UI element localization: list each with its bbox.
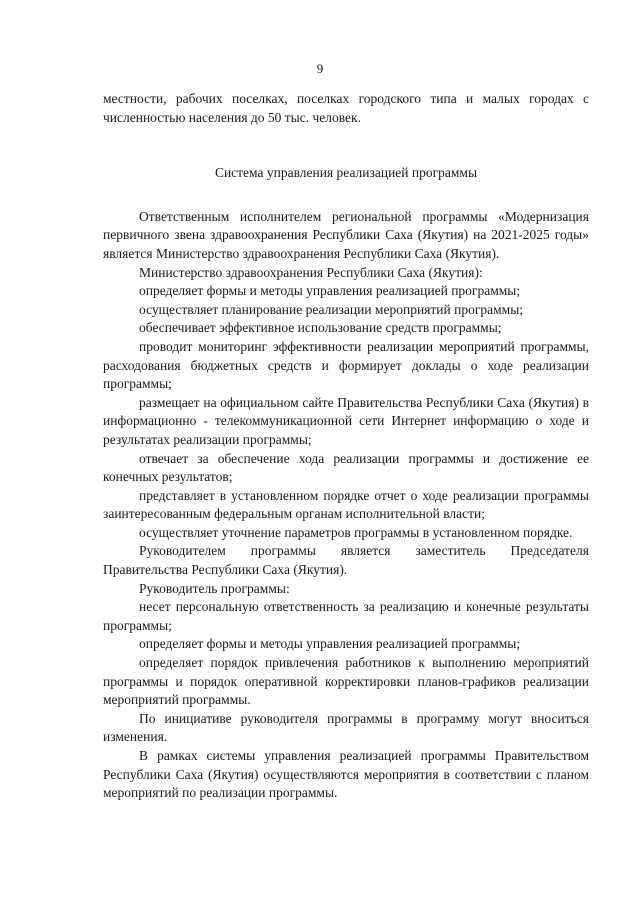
page-number: 9 [316, 61, 324, 76]
document-body [103, 90, 589, 803]
list-item: представляет в установленном порядке отчет о ходе реализации программы заинтересованным федеральным органам исполнительной власти; [103, 487, 589, 522]
list-item: определяет формы и методы управления реализацией программы; [139, 636, 521, 652]
section-heading: Система управления реализацией программы [214, 165, 478, 181]
intro-paragraph: местности, рабочих поселках, поселках городского типа и малых городах с численностью населения до 50 тыс. человек. [103, 91, 589, 125]
list-item: определяет порядок привлечения работников к выполнению мероприятий программы и порядок оперативной корректировки планов-графиков реализации мероприятий программы. [103, 655, 589, 708]
paragraph: Руководитель программы: [139, 580, 290, 596]
list-item: несет персональную ответственность за реализацию и конечные результаты программы; [103, 599, 589, 633]
list-item: осуществляет уточнение параметров программы в установленном порядке. [139, 524, 573, 540]
paragraph: По инициативе руководителя программы в программу могут вноситься изменения. [103, 710, 589, 745]
list-item: размещает на официальном сайте Правительства Республики Саха (Якутия) в информационно - телекоммуникационной сети Интернет информацию о ходе и результатах реализации программы; [103, 394, 589, 447]
paragraph: Ответственным исполнителем региональной программы «Модернизация первичного звена здравоохранения Республики Саха (Якутия) на 2021-2025 годы» является Министерство здравоохранения Республики Саха (Якутия). [103, 208, 589, 261]
list-item: определяет формы и методы управления реализацией программы; [139, 283, 521, 299]
list-item: осуществляет планирование реализации мероприятий программы; [139, 301, 524, 317]
paragraph: Руководителем программы является заместитель Председателя Правительства Республики Саха (Якутия). [103, 543, 589, 578]
paragraph: Министерство здравоохранения Республики Саха (Якутия): [139, 264, 483, 280]
list-item: обеспечивает эффективное использование средств программы; [139, 320, 502, 336]
list-item: отвечает за обеспечение хода реализации программы и достижение ее конечных результатов; [103, 450, 589, 485]
list-item: проводит мониторинг эффективности реализации мероприятий программы, расходования бюджетных средств и формирует доклады о ходе реализации программы; [103, 338, 589, 392]
paragraph: В рамках системы управления реализацией программы Правительством Республики Саха (Якутия) осуществляются мероприятия в соответствии с планом мероприятий по реализации программы. [103, 748, 589, 801]
